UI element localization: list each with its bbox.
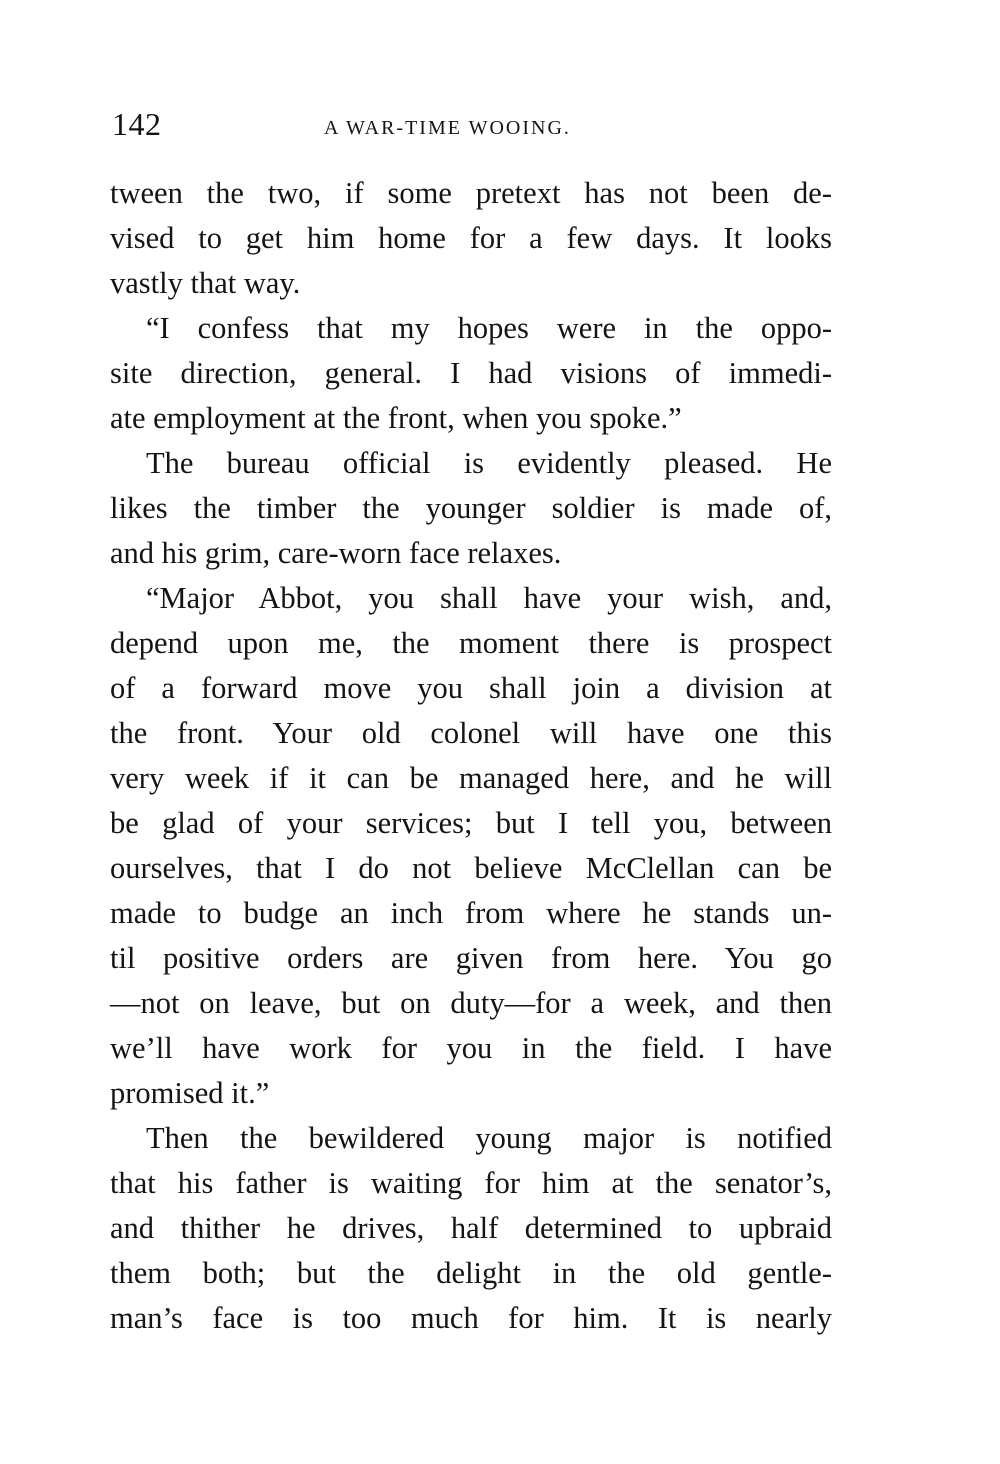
- text-line: tween the two, if some pretext has not been de-: [110, 176, 832, 210]
- text-line: ate employment at the front, when you spoke.”: [110, 401, 682, 435]
- text-line: —not on leave, but on duty—for a week, and then: [110, 986, 832, 1020]
- text-line: Then the bewildered young major is notified: [146, 1121, 832, 1155]
- text-line: the front. Your old colonel will have one this: [110, 716, 832, 750]
- text-line: depend upon me, the moment there is prospect: [110, 626, 832, 660]
- running-title: A WAR-TIME WOOING.: [324, 117, 571, 139]
- text-line: and his grim, care-worn face relaxes.: [110, 536, 562, 570]
- text-line: til positive orders are given from here. You go: [110, 941, 832, 975]
- text-line: vastly that way.: [110, 266, 301, 300]
- text-line: that his father is waiting for him at the senator’s,: [110, 1166, 832, 1200]
- text-line: be glad of your services; but I tell you, between: [110, 806, 832, 840]
- text-line: site direction, general. I had visions of immedi-: [110, 356, 832, 390]
- text-line: we’ll have work for you in the field. I have: [110, 1031, 832, 1065]
- text-line: promised it.”: [110, 1076, 270, 1110]
- text-line: “Major Abbot, you shall have your wish, and,: [146, 581, 832, 615]
- text-line: them both; but the delight in the old gentle-: [110, 1256, 832, 1290]
- text-line: likes the timber the younger soldier is made of,: [110, 491, 832, 525]
- text-line: “I confess that my hopes were in the oppo-: [146, 311, 832, 345]
- text-line: The bureau official is evidently pleased. He: [146, 446, 832, 480]
- text-line: of a forward move you shall join a division at: [110, 671, 832, 705]
- text-line: very week if it can be managed here, and he will: [110, 761, 832, 795]
- page-header: [112, 104, 832, 148]
- text-line: made to budge an inch from where he stands un-: [110, 896, 832, 930]
- text-line: ourselves, that I do not believe McClellan can be: [110, 851, 832, 885]
- text-line: man’s face is too much for him. It is nearly: [110, 1301, 832, 1335]
- body-text: [110, 171, 832, 1341]
- text-line: and thither he drives, half determined to upbraid: [110, 1211, 832, 1245]
- text-line: vised to get him home for a few days. It looks: [110, 221, 832, 255]
- page-number: 142: [112, 106, 162, 142]
